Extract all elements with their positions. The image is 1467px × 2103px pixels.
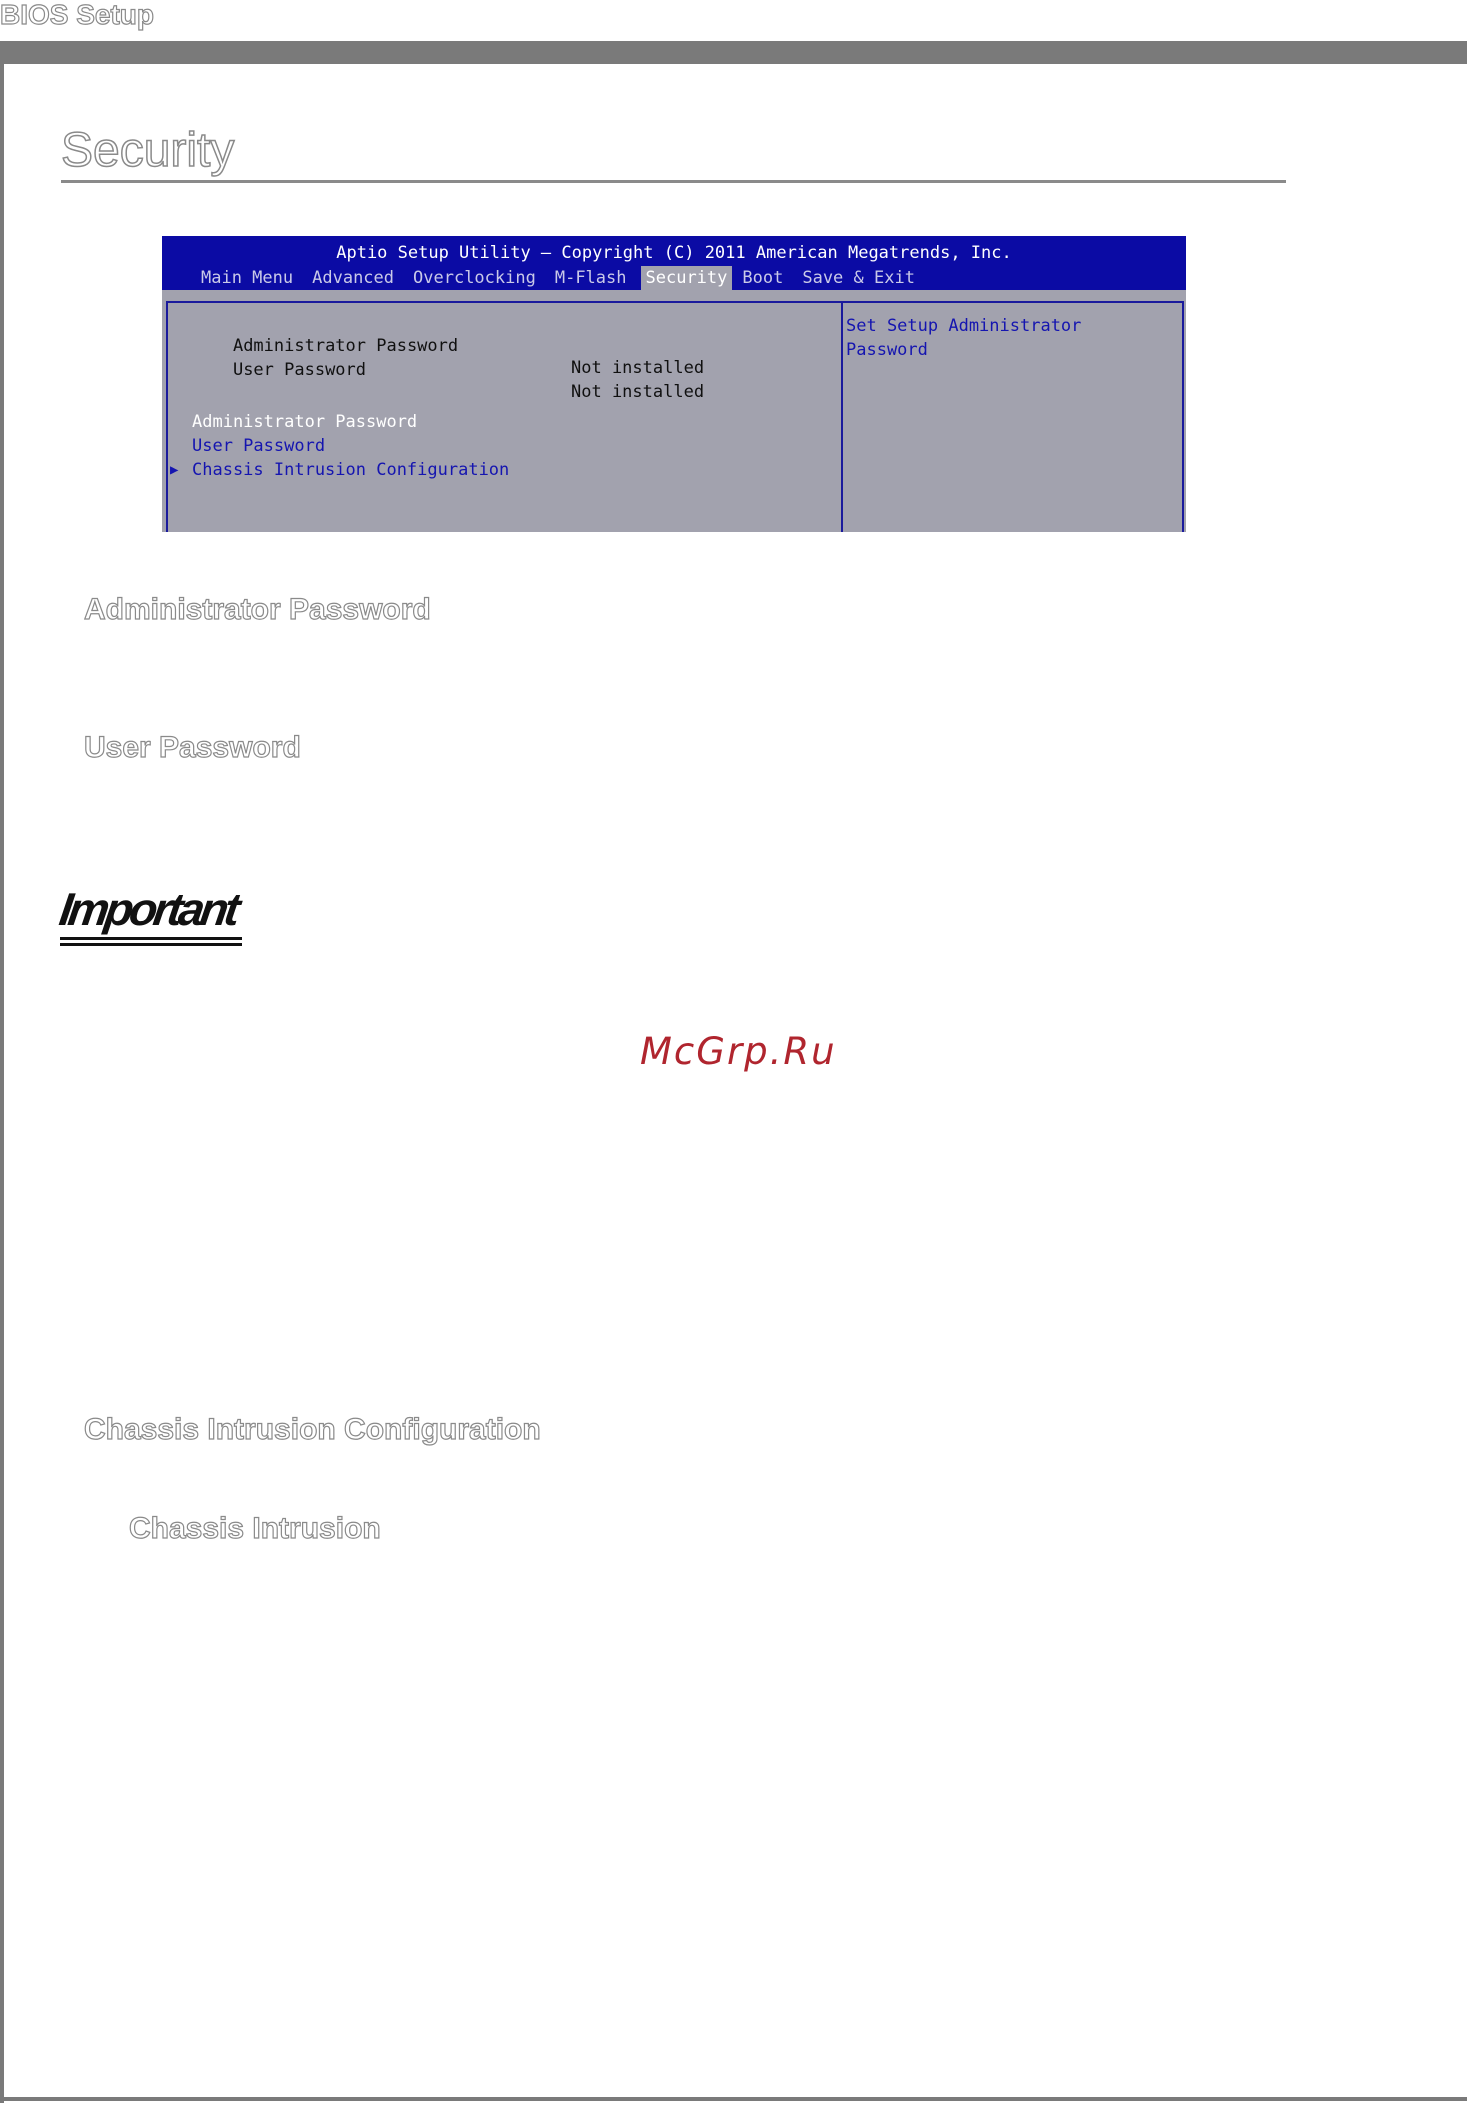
important-notice-heading: [56, 883, 242, 946]
important-underline: [60, 943, 242, 946]
tab-overclocking[interactable]: Overclocking: [413, 268, 536, 288]
header-bar: [0, 41, 1467, 64]
tab-save-exit[interactable]: Save & Exit: [802, 268, 915, 288]
menu-item-administrator-password[interactable]: Administrator Password: [192, 412, 418, 432]
bios-tab-bar: [196, 266, 929, 290]
help-line: Password: [846, 340, 928, 360]
watermark: McGrp.Ru: [640, 1030, 837, 1073]
bios-title: Aptio Setup Utility – Copyright (C) 2011 American Megatrends, Inc.: [336, 243, 1012, 263]
bottom-margin-rule: [0, 2097, 1467, 2101]
subheading-chassis-intrusion-configuration: Chassis Intrusion Configuration: [84, 1413, 541, 1446]
subheading-user-password: User Password: [84, 731, 301, 764]
status-value: Not installed: [571, 358, 705, 378]
subheading-administrator-password: Administrator Password: [84, 593, 431, 626]
tab-advanced[interactable]: Advanced: [312, 268, 395, 288]
important-underline: [60, 937, 242, 940]
menu-item-user-password[interactable]: User Password: [192, 436, 326, 456]
help-line: Set Setup Administrator: [846, 316, 1082, 336]
tab-security[interactable]: Security: [641, 266, 733, 290]
status-value: Not installed: [571, 382, 705, 402]
bios-screenshot: [162, 236, 1186, 532]
tab-m-flash[interactable]: M-Flash: [554, 268, 627, 288]
bios-header: [162, 236, 1186, 290]
bios-help-text: [846, 314, 1166, 362]
title-underline: [61, 180, 1286, 183]
submenu-arrow-icon: ▶: [170, 462, 179, 478]
tab-boot[interactable]: Boot: [742, 268, 784, 288]
page-title: Security: [61, 124, 235, 177]
status-label: User Password: [232, 360, 367, 380]
menu-item-chassis-intrusion-configuration[interactable]: Chassis Intrusion Configuration: [192, 460, 510, 480]
document-header: BIOS Setup: [0, 0, 155, 30]
status-label: Administrator Password: [232, 336, 459, 356]
subheading-chassis-intrusion: Chassis Intrusion: [129, 1512, 381, 1545]
important-label: Important: [56, 883, 240, 935]
left-margin-rule: [0, 41, 4, 2103]
tab-main-menu[interactable]: Main Menu: [201, 268, 294, 288]
